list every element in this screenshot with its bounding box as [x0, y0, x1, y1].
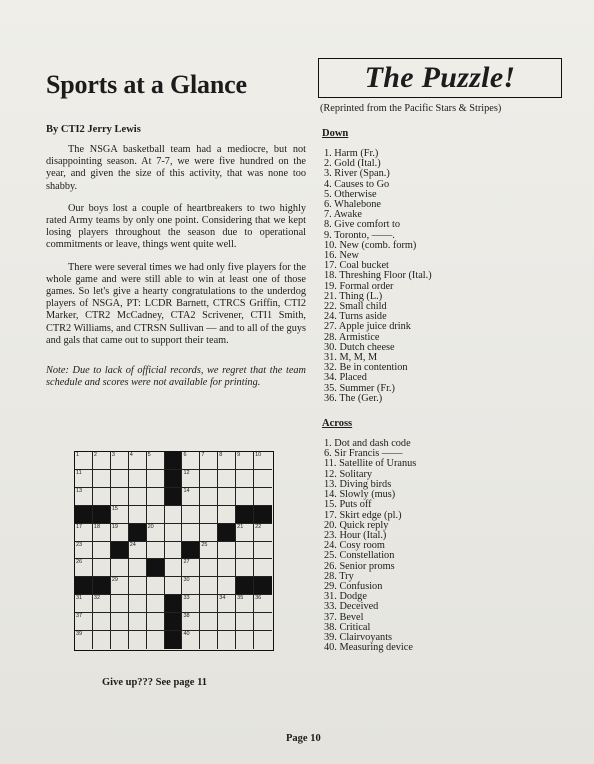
down-clue: 30. Dutch cheese [324, 341, 395, 353]
sports-paragraph-2: Our boys lost a couple of heartbreakers to two highly rated Army teams by only one point. Considering that we kept losing players throughout the season due to operational commitments or leave, things went quite well. [46, 202, 306, 251]
cell-number: 15 [111, 505, 118, 512]
crossword-cell [93, 470, 111, 488]
cell-number: 26 [76, 559, 83, 566]
cell-number: 19 [111, 523, 118, 530]
crossword-cell [93, 631, 111, 649]
crossword-cell [236, 613, 254, 631]
crossword-black-cell [93, 506, 111, 524]
down-clue: 28. Armistice [324, 331, 380, 343]
across-clue: 38. Critical [324, 621, 371, 633]
crossword-cell [165, 506, 183, 524]
crossword-cell [236, 595, 254, 613]
down-clue: 27. Apple juice drink [324, 321, 411, 333]
cell-number: 23 [76, 541, 83, 548]
crossword-black-cell [129, 524, 147, 542]
across-clue: 26. Senior proms [324, 560, 395, 572]
across-clue-list [324, 439, 568, 653]
across-heading: Across [322, 418, 353, 430]
down-clue: 9. Toronto, ——. [324, 229, 395, 241]
cell-number: 24 [129, 541, 136, 548]
crossword-cell [111, 631, 129, 649]
crossword-cell [147, 542, 165, 560]
crossword-black-cell [165, 452, 183, 470]
crossword-cell [129, 559, 147, 577]
crossword-cell [129, 631, 147, 649]
across-clue: 25. Constellation [324, 550, 395, 562]
crossword-cell [200, 524, 218, 542]
crossword-cell [218, 577, 236, 595]
cell-number: 29 [111, 577, 118, 584]
across-clue: 40. Measuring device [324, 642, 413, 654]
crossword-cell [147, 488, 165, 506]
down-clue: 21. Thing (L.) [324, 290, 383, 302]
crossword-cell [165, 559, 183, 577]
cell-number: 34 [219, 595, 226, 602]
crossword-cell [111, 488, 129, 506]
crossword-cell [165, 542, 183, 560]
down-clue: 22. Small child [324, 301, 387, 313]
crossword-cell [147, 613, 165, 631]
crossword-cell [182, 488, 200, 506]
down-clue: 3. River (Span.) [324, 168, 390, 180]
sports-paragraph-1: The NSGA basketball team had a mediocre, but not disappointing season. At 7-7, we were five hundred on the year, and given the size of this activity, that was none too shabby. [46, 144, 306, 192]
crossword-cell [254, 470, 272, 488]
across-clue: 23. Hour (Ital.) [324, 529, 387, 541]
down-clue: 6. Whalebone [324, 199, 381, 211]
across-clue: 17. Skirt edge (pl.) [324, 509, 402, 521]
crossword-black-cell [93, 577, 111, 595]
down-clue: 18. Threshing Floor (Ital.) [324, 270, 432, 282]
crossword-cell [165, 577, 183, 595]
cell-number: 13 [76, 487, 83, 494]
across-clue: 29. Confusion [324, 580, 383, 592]
crossword-cell [218, 452, 236, 470]
cell-number: 40 [183, 631, 190, 638]
give-up-note: Give up??? See page 11 [102, 677, 208, 688]
cell-number: 3 [111, 452, 115, 458]
across-clue: 14. Slowly (mus) [324, 489, 396, 501]
cell-number: 5 [147, 452, 151, 458]
crossword-cell [147, 470, 165, 488]
down-clue-list [324, 149, 568, 404]
cell-number: 38 [183, 613, 190, 620]
crossword-cell [111, 577, 129, 595]
across-clue: 12. Solitary [324, 468, 373, 480]
crossword-cell [236, 452, 254, 470]
across-clue: 28. Try [324, 570, 354, 582]
across-clue: 6. Sir Francis —— [324, 448, 403, 460]
crossword-black-cell [254, 506, 272, 524]
cell-number: 39 [76, 631, 83, 638]
crossword-black-cell [111, 542, 129, 560]
down-clue: 16. New [324, 250, 359, 262]
down-clue: 35. Summer (Fr.) [324, 382, 395, 394]
crossword-cell [147, 577, 165, 595]
crossword-cell [236, 488, 254, 506]
cell-number: 27 [183, 559, 190, 566]
crossword-cell [147, 524, 165, 542]
down-clue: 17. Coal bucket [324, 260, 389, 272]
crossword-cell [182, 506, 200, 524]
cell-number: 14 [183, 487, 190, 494]
crossword-cell [147, 595, 165, 613]
crossword-cell [218, 613, 236, 631]
crossword-black-cell [165, 470, 183, 488]
crossword-cell [254, 488, 272, 506]
cell-number: 20 [147, 523, 154, 530]
crossword-cell [182, 577, 200, 595]
crossword-black-cell [165, 631, 183, 649]
crossword-cell [75, 524, 93, 542]
crossword-cell [75, 452, 93, 470]
puzzle-title: The Puzzle! [364, 61, 516, 94]
cell-number: 32 [93, 595, 101, 602]
cell-number: 10 [255, 452, 262, 458]
cell-number: 1 [76, 452, 80, 458]
crossword-grid-wrapper [74, 451, 274, 651]
puzzle-column [318, 58, 568, 653]
cell-number: 35 [237, 595, 244, 602]
crossword-cell [218, 631, 236, 649]
crossword-cell [93, 452, 111, 470]
across-clue: 20. Quick reply [324, 519, 389, 531]
byline: By CTI2 Jerry Lewis [46, 124, 141, 135]
crossword-cell [182, 613, 200, 631]
across-clue: 31. Dodge [324, 591, 367, 603]
sports-paragraph-3: There were several times we had only five players for the whole game and were still able to win at least one of those games. So let's give a hearty congratulations to the underdog players of NSGA, PT: LCDR Barnett, CTRCS Griffin, CTI2 Marker, CTR2 McCadney, CTA2 Scrivener, CTI1 Smith, CTR2 Williams, and CTRSN Sullivan — and to all of the guys and gals that came out to support their team. [46, 261, 306, 346]
crossword-cell [111, 470, 129, 488]
cell-number: 7 [201, 452, 205, 458]
crossword-cell [111, 506, 129, 524]
crossword-cell [200, 452, 218, 470]
cell-number: 8 [219, 452, 223, 458]
crossword-cell [182, 559, 200, 577]
down-clue: 32. Be in contention [324, 362, 408, 374]
crossword-cell [93, 595, 111, 613]
crossword-black-cell [165, 613, 183, 631]
across-clue: 33. Deceived [324, 601, 379, 613]
sports-column [46, 62, 306, 389]
cell-number: 12 [183, 469, 190, 476]
cell-number: 30 [183, 577, 190, 584]
crossword-cell [200, 613, 218, 631]
crossword-cell [200, 559, 218, 577]
crossword-cell [182, 595, 200, 613]
crossword-cell [218, 559, 236, 577]
cell-number: 17 [76, 523, 83, 530]
sports-title: Sports at a Glance [46, 70, 247, 99]
records-note: Note: Due to lack of official records, we regret that the team schedule and scores were not available for printing. [46, 365, 306, 389]
crossword-cell [165, 524, 183, 542]
down-clue: 5. Otherwise [324, 188, 377, 200]
crossword-black-cell [236, 506, 254, 524]
cell-number: 2 [93, 452, 97, 458]
down-clue: 1. Harm (Fr.) [324, 148, 379, 159]
down-clue: 4. Causes to Go [324, 178, 390, 190]
crossword-cell [129, 470, 147, 488]
down-heading: Down [322, 128, 349, 139]
crossword-cell [236, 631, 254, 649]
crossword-cell [254, 595, 272, 613]
crossword-cell [129, 506, 147, 524]
down-clue: 2. Gold (Ital.) [324, 158, 381, 170]
page-number: Page 10 [286, 733, 321, 744]
crossword-cell [254, 631, 272, 649]
crossword-cell [111, 524, 129, 542]
cell-number: 18 [93, 523, 101, 530]
crossword-cell [75, 631, 93, 649]
cell-number: 25 [201, 541, 208, 548]
crossword-cell [254, 524, 272, 542]
cell-number: 11 [76, 469, 82, 476]
crossword-cell [254, 613, 272, 631]
crossword-cell [200, 488, 218, 506]
crossword-cell [218, 542, 236, 560]
across-clue: 15. Puts off [324, 499, 372, 511]
down-clue: 36. The (Ger.) [324, 392, 383, 404]
crossword-cell [200, 542, 218, 560]
crossword-cell [200, 595, 218, 613]
crossword-black-cell [165, 595, 183, 613]
cell-number: 9 [237, 452, 241, 458]
crossword-cell [254, 542, 272, 560]
crossword-cell [236, 470, 254, 488]
crossword-cell [236, 524, 254, 542]
cell-number: 22 [255, 523, 262, 530]
crossword-cell [218, 470, 236, 488]
down-clue: 31. M, M, M [324, 352, 378, 364]
crossword-cell [147, 631, 165, 649]
crossword-grid [74, 451, 274, 651]
crossword-cell [93, 613, 111, 631]
crossword-black-cell [75, 506, 93, 524]
down-clue: 34. Placed [324, 372, 367, 384]
cell-number: 36 [255, 595, 262, 602]
across-clue: 37. Bevel [324, 611, 364, 623]
crossword-cell [93, 488, 111, 506]
cell-number: 4 [129, 452, 133, 458]
puzzle-title-box [318, 58, 562, 98]
crossword-cell [111, 452, 129, 470]
crossword-black-cell [236, 577, 254, 595]
cell-number: 31 [76, 595, 83, 602]
down-clue: 10. New (comb. form) [324, 239, 417, 251]
cell-number: 6 [183, 452, 187, 458]
crossword-cell [182, 470, 200, 488]
crossword-cell [254, 559, 272, 577]
crossword-cell [75, 613, 93, 631]
crossword-cell [93, 559, 111, 577]
crossword-cell [93, 524, 111, 542]
crossword-cell [236, 542, 254, 560]
crossword-cell [182, 452, 200, 470]
cell-number: 33 [183, 595, 190, 602]
down-clue: 24. Turns aside [324, 311, 387, 323]
crossword-cell [75, 488, 93, 506]
across-clue: 11. Satellite of Uranus [324, 458, 417, 470]
crossword-cell [111, 595, 129, 613]
crossword-cell [218, 595, 236, 613]
crossword-cell [129, 488, 147, 506]
across-clue: 39. Clairvoyants [324, 631, 393, 643]
crossword-cell [129, 542, 147, 560]
crossword-cell [147, 506, 165, 524]
crossword-cell [111, 559, 129, 577]
crossword-cell [129, 595, 147, 613]
crossword-black-cell [147, 559, 165, 577]
crossword-cell [200, 631, 218, 649]
crossword-cell [254, 452, 272, 470]
down-clue: 8. Give comfort to [324, 219, 401, 231]
crossword-black-cell [254, 577, 272, 595]
crossword-cell [75, 595, 93, 613]
crossword-cell [147, 452, 165, 470]
crossword-black-cell [75, 577, 93, 595]
crossword-cell [200, 470, 218, 488]
cell-number: 37 [76, 613, 83, 620]
crossword-black-cell [218, 524, 236, 542]
crossword-cell [129, 613, 147, 631]
cell-number: 21 [237, 523, 244, 530]
down-clue: 19. Formal order [324, 280, 394, 292]
crossword-black-cell [182, 542, 200, 560]
crossword-black-cell [165, 488, 183, 506]
crossword-cell [236, 559, 254, 577]
across-clue: 13. Diving birds [324, 478, 392, 490]
down-clue: 7. Awake [324, 209, 362, 221]
crossword-cell [93, 542, 111, 560]
crossword-cell [182, 631, 200, 649]
crossword-cell [218, 506, 236, 524]
crossword-cell [200, 577, 218, 595]
reprint-credit: (Reprinted from the Pacific Stars & Stripes) [320, 103, 502, 114]
crossword-cell [75, 559, 93, 577]
across-clue: 1. Dot and dash code [324, 438, 411, 450]
crossword-cell [75, 470, 93, 488]
crossword-cell [182, 524, 200, 542]
crossword-cell [129, 452, 147, 470]
crossword-cell [75, 542, 93, 560]
across-clue: 24. Cosy room [324, 540, 385, 552]
crossword-cell [129, 577, 147, 595]
crossword-cell [218, 488, 236, 506]
crossword-cell [111, 613, 129, 631]
crossword-cell [200, 506, 218, 524]
